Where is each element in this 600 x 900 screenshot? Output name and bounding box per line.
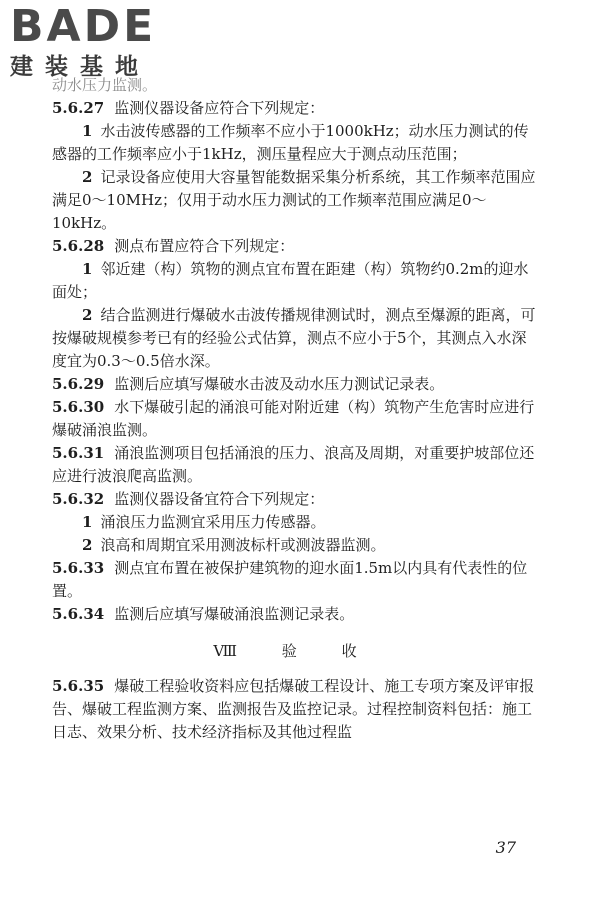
clause-5-6-34 <box>52 603 538 626</box>
clause-text: 测点布置应符合下列规定： <box>114 237 295 255</box>
clause-number: 5.6.33 <box>52 559 105 577</box>
clause-text: 监测后应填写爆破水击波及动水压力测试记录表。 <box>114 375 445 393</box>
clause-text: 监测仪器设备宜符合下列规定： <box>114 490 325 508</box>
clause-number: 5.6.35 <box>52 677 105 695</box>
clause-number: 5.6.27 <box>52 99 105 117</box>
clause-5-6-30 <box>52 396 538 442</box>
item-number: 2 <box>82 168 93 186</box>
list-item <box>52 166 538 235</box>
clause-5-6-32 <box>52 488 538 511</box>
page-body <box>52 78 538 744</box>
clause-number: 5.6.34 <box>52 605 105 623</box>
clause-text: 测点宜布置在被保护建筑物的迎水面1.5m以内具有代表性的位置。 <box>52 559 528 600</box>
clause-text: 监测仪器设备应符合下列规定： <box>114 99 325 117</box>
logo-wordmark: BADE <box>10 1 157 52</box>
item-text: 记录设备应使用大容量智能数据采集分析系统，其工作频率范围应满足0～10MHz；仅用于动水压力测试的工作频率范围应满足0～10kHz。 <box>52 168 536 232</box>
list-item <box>52 304 538 373</box>
clause-number: 5.6.32 <box>52 490 105 508</box>
item-number: 1 <box>82 122 93 140</box>
clause-text: 涌浪监测项目包括涌浪的压力、浪高及周期，对重要护坡部位还应进行波浪爬高监测。 <box>52 444 535 485</box>
clause-number: 5.6.28 <box>52 237 105 255</box>
clause-5-6-27 <box>52 97 538 120</box>
clause-5-6-29 <box>52 373 538 396</box>
item-text: 浪高和周期宜采用测波标杆或测波器监测。 <box>100 536 386 554</box>
clause-text: 监测后应填写爆破涌浪监测记录表。 <box>114 605 355 623</box>
list-item <box>52 120 538 166</box>
section-heading: Ⅷ 验 收 <box>213 642 377 660</box>
list-item <box>52 511 538 534</box>
item-number: 1 <box>82 260 93 278</box>
list-item <box>52 534 538 557</box>
clause-5-6-31 <box>52 442 538 488</box>
item-text: 结合监测进行爆破水击波传播规律测试时，测点至爆源的距离，可按爆破规模参考已有的经验公式估算，测点不应小于5个，其测点入水深度宜为0.3～0.5倍水深。 <box>52 306 536 370</box>
page-number: 37 <box>495 838 516 857</box>
clause-5-6-33 <box>52 557 538 603</box>
continued-fragment: 动水压力监测。 <box>52 76 158 94</box>
item-text: 水击波传感器的工作频率不应小于1000kHz；动水压力测试的传感器的工作频率应小于1kHz，测压量程应大于测点动压范围； <box>52 122 529 163</box>
item-text: 邻近建（构）筑物的测点宜布置在距建（构）筑物约0.2m的迎水面处； <box>52 260 529 301</box>
item-number: 2 <box>82 306 93 324</box>
clause-text: 爆破工程验收资料应包括爆破工程设计、施工专项方案及评审报告、爆破工程监测方案、监测报告及监控记录。过程控制资料包括：施工日志、效果分析、技术经济指标及其他过程监 <box>52 677 535 741</box>
clause-number: 5.6.31 <box>52 444 105 462</box>
item-text: 涌浪压力监测宜采用压力传感器。 <box>100 513 326 531</box>
item-number: 2 <box>82 536 93 554</box>
clause-number: 5.6.30 <box>52 398 105 416</box>
item-number: 1 <box>82 513 93 531</box>
logo-subtitle: 建装基地 <box>10 54 150 80</box>
logo <box>10 1 180 80</box>
clause-5-6-28 <box>52 235 538 258</box>
clause-5-6-35 <box>52 675 538 744</box>
list-item <box>52 258 538 304</box>
clause-number: 5.6.29 <box>52 375 105 393</box>
clause-text: 水下爆破引起的涌浪可能对附近建（构）筑物产生危害时应进行爆破涌浪监测。 <box>52 398 535 439</box>
